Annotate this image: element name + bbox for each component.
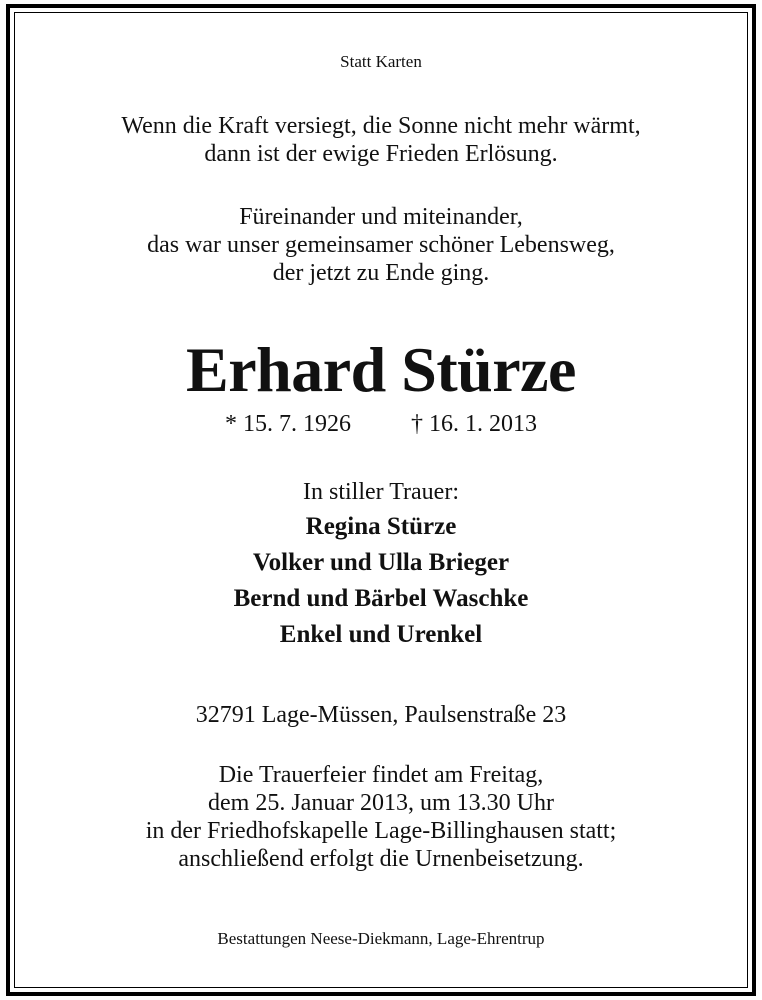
- mourner-name: Volker und Ulla Brieger: [252, 549, 510, 576]
- verse-2-line: Füreinander und miteinander,: [239, 204, 523, 230]
- header-text: Statt Karten: [340, 52, 422, 71]
- service-line: anschließend erfolgt die Urnenbeisetzung.: [178, 846, 584, 872]
- death-date: † 16. 1. 2013: [411, 411, 537, 437]
- verse-1: [14, 112, 748, 168]
- service-line: in der Friedhofskapelle Lage-Billinghausen statt;: [145, 818, 617, 844]
- service-line: dem 25. Januar 2013, um 13.30 Uhr: [208, 790, 554, 816]
- verse-2-line: das war unser gemeinsamer schöner Lebensweg,: [147, 232, 615, 258]
- verse-1-line: dann ist der ewige Frieden Erlösung.: [204, 141, 558, 167]
- life-dates: [14, 410, 748, 438]
- mourner-name: Enkel und Urenkel: [279, 621, 483, 648]
- mourner-name: Bernd und Bärbel Waschke: [233, 585, 529, 612]
- service-line: Die Trauerfeier findet am Freitag,: [218, 762, 544, 788]
- deceased-name: Erhard Stürze: [186, 334, 576, 405]
- address: 32791 Lage-Müssen, Paulsenstraße 23: [195, 702, 567, 728]
- verse-1-line: Wenn die Kraft versiegt, die Sonne nicht mehr wärmt,: [121, 113, 641, 139]
- birth-date: * 15. 7. 1926: [225, 411, 351, 437]
- mourner-name: Regina Stürze: [305, 513, 457, 540]
- verse-2-line: der jetzt zu Ende ging.: [272, 260, 490, 286]
- mourners-list: [14, 509, 748, 653]
- verse-2: [14, 203, 748, 287]
- obituary-notice: [14, 12, 748, 988]
- funeral-home: Bestattungen Neese-Diekmann, Lage-Ehrentrup: [217, 929, 545, 948]
- mourning-intro: In stiller Trauer:: [303, 479, 459, 505]
- service-info: [14, 761, 748, 873]
